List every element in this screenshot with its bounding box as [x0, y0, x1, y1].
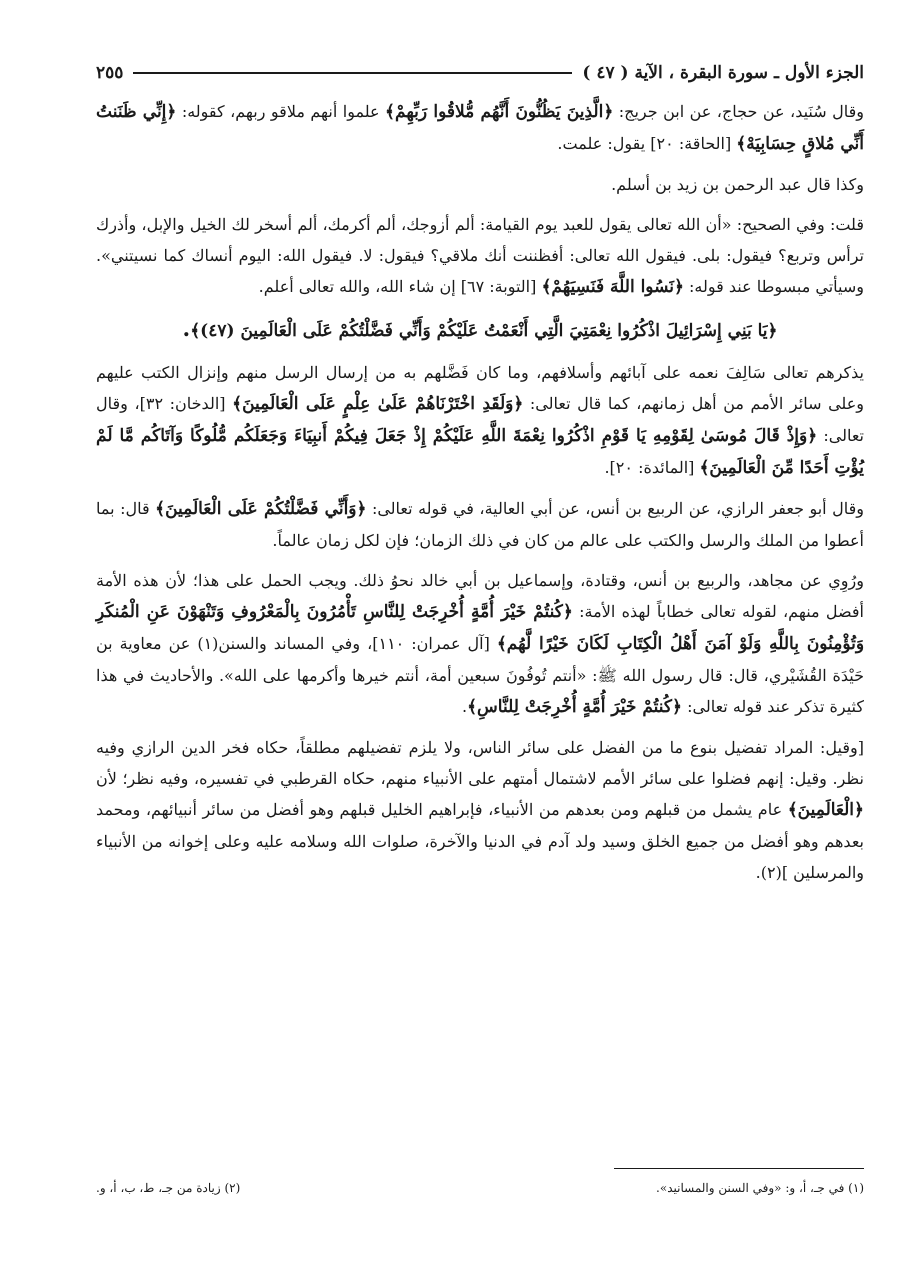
page: [96, 56, 864, 888]
paragraph: وقال سُنَيد، عن حجاج، عن ابن جريج: ﴿الَّذِينَ يَظُنُّونَ أَنَّهُم مُّلاقُوا رَبِّهِمْ﴾ علموا أنهم ملاقو ربهم، كقوله: ﴿إِنِّي ظَنَنتُ أَنِّي مُلاقٍ حِسَابِيَهْ﴾ [الحاقة: ٢٠] يقول: علمت.: [96, 102, 864, 154]
paragraph: قلت: وفي الصحيح: «أن الله تعالى يقول للعبد يوم القيامة: ألم أزوجك، ألم أكرمك، ألم أسخر لك الخيل والإبل، وأذرك ترأس وتربع؟ فيقول: بلى. فيقول الله تعالى: أفظننت أنك ملاقي؟ فيقول: لا. فيقول الله: اليوم أنساك كما نسيتني». وسيأتي مبسوطا عند قوله: ﴿نَسُوا اللَّهَ فَنَسِيَهُمْ﴾ [التوبة: ٦٧] إن شاء الله، والله تعالى أعلم.: [96, 215, 864, 297]
footnote-1: (١) في جـ، أ، و: «وفي السنن والمسانيد».: [656, 1181, 864, 1195]
quran-quote: ﴿كُنتُمْ خَيْرَ أُمَّةٍ أُخْرِجَتْ لِلنَّاسِ﴾: [467, 697, 682, 717]
quran-quote: ﴿وَلَقَدِ اخْتَرْنَاهُمْ عَلَىٰ عِلْمٍ عَلَى الْعَالَمِينَ﴾: [232, 394, 524, 414]
quran-quote: ﴿وَإِذْ قَالَ مُوسَىٰ لِقَوْمِهِ يَا قَوْمِ اذْكُرُوا نِعْمَةَ اللَّهِ عَلَيْكُمْ إِذْ جَعَلَ فِيكُمْ أَنبِيَاءَ وَجَعَلَكُم مُّلُوكًا وَآتَاكُم مَّا لَمْ يُؤْتِ أَحَدًا مِّنَ الْعَالَمِينَ﴾: [96, 426, 864, 478]
quran-quote: ﴿الْعَالَمِينَ﴾: [787, 800, 864, 820]
quran-quote: ﴿نَسُوا اللَّهَ فَنَسِيَهُمْ﴾: [541, 277, 684, 297]
paragraph: وكذا قال عبد الرحمن بن زيد بن أسلم.: [611, 175, 864, 194]
footnote-2: (٢) زيادة من جـ، ط، ب، أ، و.: [96, 1181, 241, 1195]
paragraph: وقال أبو جعفر الرازي، عن الربيع بن أنس، عن أبي العالية، في قوله تعالى: ﴿وَأَنِّي فَضَّلْتُكُمْ عَلَى الْعَالَمِينَ﴾ قال: بما أعطوا من الملك والرسل والكتب على عالم من كان في ذلك الزمان؛ فإن لكل زمان عالماً.: [96, 499, 864, 550]
running-title: الجزء الأول ـ سورة البقرة ، الآية ( ٤٧ ): [582, 63, 864, 83]
page-number: ٢٥٥: [96, 63, 124, 83]
quran-quote: ﴿كُنتُمْ خَيْرَ أُمَّةٍ أُخْرِجَتْ لِلنَّاسِ تَأْمُرُونَ بِالْمَعْرُوفِ وَتَنْهَوْنَ عَنِ الْمُنكَرِ وَتُؤْمِنُونَ بِاللَّهِ وَلَوْ آمَنَ أَهْلُ الْكِتَابِ لَكَانَ خَيْرًا لَّهُم﴾: [96, 602, 865, 654]
quran-quote: ﴿الَّذِينَ يَظُنُّونَ أَنَّهُم مُّلاقُوا رَبِّهِمْ﴾: [385, 102, 614, 122]
quran-quote: ﴿يَا بَنِي إِسْرَائِيلَ اذْكُرُوا نِعْمَتِيَ الَّتِي أَنْعَمْتُ عَلَيْكُمْ وَأَنِّي فَضَّلْتُكُمْ عَلَى الْعَالَمِينَ (٤٧)﴾: [190, 321, 778, 341]
paragraph: ورُوِي عن مجاهد، والربيع بن أنس، وقتادة، وإسماعيل بن أبي خالد نحوُ ذلك. ويجب الحمل على هذا؛ لأن هذه الأمة أفضل منهم، لقوله تعالى خطاباً لهذه الأمة: ﴿كُنتُمْ خَيْرَ أُمَّةٍ أُخْرِجَتْ لِلنَّاسِ تَأْمُرُونَ بِالْمَعْرُوفِ وَتَنْهَوْنَ عَنِ الْمُنكَرِ وَتُؤْمِنُونَ بِاللَّهِ وَلَوْ آمَنَ أَهْلُ الْكِتَابِ لَكَانَ خَيْرًا لَّهُم﴾ [آل عمران: ١١٠]، وفي المساند والسنن(١) عن معاوية بن حَيْدَة القُشَيْري، قال: قال رسول الله ﷺ: «أنتم تُوفُونَ سبعين أمة، أنتم خيرها وأكرمها على الله». والأحاديث في هذا كثيرة تذكر عند قوله تعالى: ﴿كُنتُمْ خَيْرَ أُمَّةٍ أُخْرِجَتْ لِلنَّاسِ﴾.: [96, 571, 865, 717]
paragraph: [وقيل: المراد تفضيل بنوع ما من الفضل على سائر الناس، ولا يلزم تفضيلهم مطلقاً، حكاه فخر الدين الرازي وفيه نظر. وقيل: إنهم فضلوا على سائر الأمم لاشتمال أمتهم على الأنبياء منهم، حكاه القرطبي في تفسيره، وفيه نظر؛ لأن ﴿الْعَالَمِينَ﴾ عام يشمل من قبلهم ومن بعدهم من الأنبياء، فإبراهيم الخليل قبلهم وهو أفضل من سائر أنبيائهم، ومحمد بعدهم وهو أفضل من جميع الخلق وسيد ولد آدم في الدنيا والآخرة، صلوات الله وسلامه عليه وعلى إخوانه من الأنبياء والمرسلين ](٢).: [96, 738, 865, 882]
quran-quote: ﴿إِنِّي ظَنَنتُ أَنِّي مُلاقٍ حِسَابِيَهْ﴾: [96, 102, 864, 154]
paragraph: يذكرهم تعالى سَالِفَ نعمه على آبائهم وأسلافهم، وما كان فَضَّلهم به من إرسال الرسل منهم وإنزال الكتب عليهم وعلى سائر الأمم من أهل زمانهم، كما قال تعالى: ﴿وَلَقَدِ اخْتَرْنَاهُمْ عَلَىٰ عِلْمٍ عَلَى الْعَالَمِينَ﴾ [الدخان: ٣٢]، وقال تعالى: ﴿وَإِذْ قَالَ مُوسَىٰ لِقَوْمِهِ يَا قَوْمِ اذْكُرُوا نِعْمَةَ اللَّهِ عَلَيْكُمْ إِذْ جَعَلَ فِيكُمْ أَنبِيَاءَ وَجَعَلَكُم مُّلُوكًا وَآتَاكُم مَّا لَمْ يُؤْتِ أَحَدًا مِّنَ الْعَالَمِينَ﴾ [المائدة: ٢٠].: [96, 363, 865, 478]
header-rule: [133, 72, 572, 74]
page-header: [96, 56, 864, 90]
footnote-rule: [614, 1168, 864, 1169]
footnotes: [96, 1168, 864, 1197]
verse-heading: ﴿يَا بَنِي إِسْرَائِيلَ اذْكُرُوا نِعْمَتِيَ الَّتِي أَنْعَمْتُ عَلَيْكُمْ وَأَنِّي فَضَّلْتُكُمْ عَلَى الْعَالَمِينَ (٤٧)﴾.: [182, 316, 778, 342]
quran-quote: ﴿وَأَنِّي فَضَّلْتُكُمْ عَلَى الْعَالَمِينَ﴾: [155, 499, 367, 519]
text-body: [96, 96, 864, 888]
